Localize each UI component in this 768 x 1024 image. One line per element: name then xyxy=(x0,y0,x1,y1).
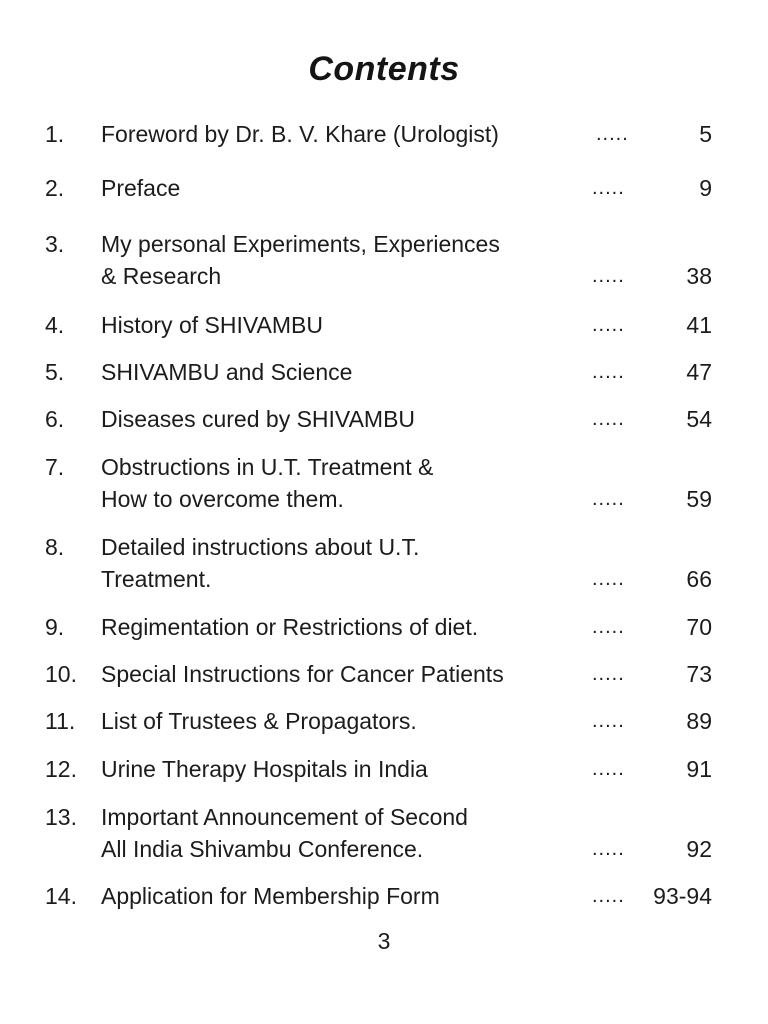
entry-title xyxy=(101,356,601,388)
entry-page: 91 xyxy=(686,756,712,782)
entry-leader: ..... xyxy=(592,663,625,685)
entry-title-line: List of Trustees & Propagators. xyxy=(101,708,417,734)
entry-number: 2. xyxy=(45,175,65,201)
entry-title xyxy=(101,118,601,150)
entry-title-line: Important Announcement of Second xyxy=(101,804,468,830)
entry-number: 13. xyxy=(45,804,77,830)
entry-number: 7. xyxy=(45,454,65,480)
entry-number: 14. xyxy=(45,883,77,909)
entry-page: 9 xyxy=(699,175,712,201)
entry-title xyxy=(101,309,601,341)
entry-leader: ..... xyxy=(592,177,625,199)
entry-title-line: Obstructions in U.T. Treatment & xyxy=(101,454,434,480)
entry-number: 11. xyxy=(45,708,76,734)
entry-page: 66 xyxy=(686,566,712,592)
entry-number: 10. xyxy=(45,661,77,687)
entry-title xyxy=(101,172,601,204)
entry-number: 3. xyxy=(45,231,65,257)
entry-page: 93-94 xyxy=(653,883,712,909)
entry-title xyxy=(101,403,601,435)
entry-page: 59 xyxy=(686,486,712,512)
entry-title-line: History of SHIVAMBU xyxy=(101,312,323,338)
entry-title-line: My personal Experiments, Experiences xyxy=(101,231,500,257)
entry-title-line: Diseases cured by SHIVAMBU xyxy=(101,406,416,432)
entry-title-line: All India Shivambu Conference. xyxy=(101,836,424,862)
entry-title xyxy=(101,531,601,595)
entry-title xyxy=(101,801,601,865)
entry-title-line: Treatment. xyxy=(101,566,212,592)
entry-leader: ..... xyxy=(592,408,625,430)
entry-number: 4. xyxy=(45,312,65,338)
page-number: 3 xyxy=(377,928,391,954)
entry-page: 73 xyxy=(686,661,712,687)
entry-page: 41 xyxy=(686,312,712,338)
entry-leader: ..... xyxy=(592,314,625,336)
page-title: Contents xyxy=(308,50,460,88)
entry-leader: ..... xyxy=(596,123,629,145)
entry-page: 70 xyxy=(686,614,712,640)
entry-number: 6. xyxy=(45,406,65,432)
entry-leader: ..... xyxy=(592,758,625,780)
entry-title xyxy=(101,451,601,515)
entry-title-line: Special Instructions for Cancer Patients xyxy=(101,661,504,687)
entry-leader: ..... xyxy=(592,265,625,287)
entry-title-line: SHIVAMBU and Science xyxy=(101,359,353,385)
entry-title xyxy=(101,753,601,785)
entry-number: 9. xyxy=(45,614,65,640)
entry-title-line: Foreword by Dr. B. V. Khare (Urologist) xyxy=(101,121,499,147)
entry-title xyxy=(101,611,601,643)
entry-leader: ..... xyxy=(592,488,625,510)
entry-title-line: How to overcome them. xyxy=(101,486,344,512)
entry-number: 12. xyxy=(45,756,77,782)
entry-page: 5 xyxy=(699,121,712,147)
entry-title xyxy=(101,658,601,690)
entry-leader: ..... xyxy=(592,568,625,590)
entry-page: 92 xyxy=(686,836,712,862)
entry-title-line: Regimentation or Restrictions of diet. xyxy=(101,614,479,640)
entry-number: 1. xyxy=(45,121,65,147)
entry-title xyxy=(101,228,601,292)
entry-page: 89 xyxy=(686,708,712,734)
entry-leader: ..... xyxy=(592,361,625,383)
entry-number: 8. xyxy=(45,534,65,560)
entry-title-line: Urine Therapy Hospitals in India xyxy=(101,756,428,782)
entry-leader: ..... xyxy=(592,885,625,907)
entry-number: 5. xyxy=(45,359,65,385)
entry-title xyxy=(101,880,601,912)
entry-title-line: Application for Membership Form xyxy=(101,883,440,909)
entry-title-line: & Research xyxy=(101,263,222,289)
entry-leader: ..... xyxy=(592,710,625,732)
entry-page: 54 xyxy=(686,406,712,432)
entry-title-line: Preface xyxy=(101,175,181,201)
entry-leader: ..... xyxy=(592,838,625,860)
entry-page: 47 xyxy=(686,359,712,385)
entry-page: 38 xyxy=(686,263,712,289)
entry-title-line: Detailed instructions about U.T. xyxy=(101,534,420,560)
entry-leader: ..... xyxy=(592,616,625,638)
entry-title xyxy=(101,705,601,737)
